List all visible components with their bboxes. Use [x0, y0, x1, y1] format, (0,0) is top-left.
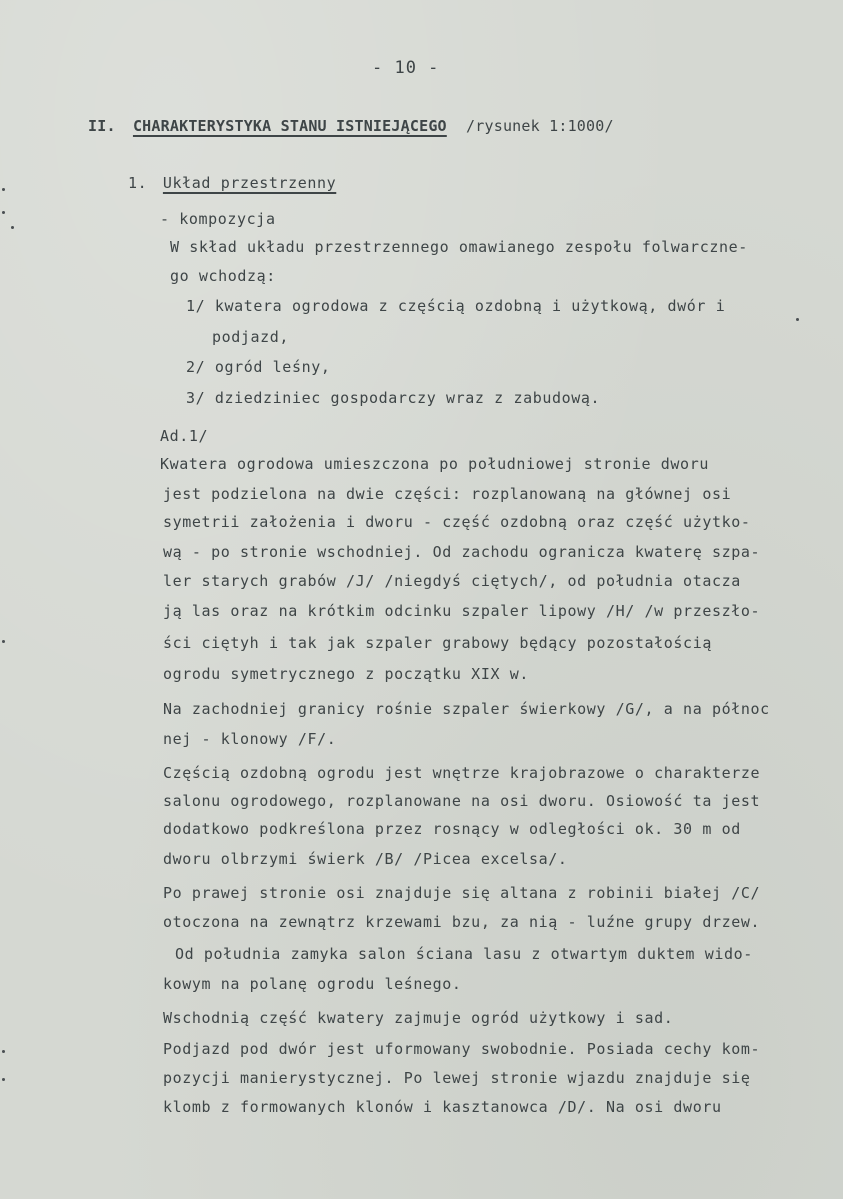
body-line: 1/ kwatera ogrodowa z częścią ozdobną i użytkową, dwór i: [186, 297, 726, 315]
body-line: Na zachodniej granicy rośnie szpaler świerkowy /G/, a na północ: [163, 700, 770, 718]
body-line: Podjazd pod dwór jest uformowany swobodnie. Posiada cechy kom-: [163, 1040, 761, 1058]
body-line: dworu olbrzymi świerk /B/ /Picea excelsa/.: [163, 850, 568, 868]
section-heading: [88, 117, 614, 135]
subsection-title: Układ przestrzenny: [162, 174, 337, 192]
body-line: Od południa zamyka salon ściana lasu z otwartym duktem wido-: [175, 945, 753, 963]
page-number: - 10 -: [372, 58, 440, 78]
body-line: ler starych grabów /J/ /niegdyś ciętych/, od południa otacza: [163, 572, 741, 590]
section-number: II.: [88, 117, 116, 135]
body-line: symetrii założenia i dworu - część ozdobną oraz część użytko-: [163, 513, 751, 531]
margin-dot: [796, 318, 799, 321]
body-line: Częścią ozdobną ogrodu jest wnętrze krajobrazowe o charakterze: [163, 764, 761, 782]
body-line: salonu ogrodowego, rozplanowane na osi dworu. Osiowość ta jest: [163, 792, 761, 810]
margin-dot: [2, 211, 5, 214]
body-line: podjazd,: [212, 328, 290, 346]
body-line: Kwatera ogrodowa umieszczona po południowej stronie dworu: [160, 455, 709, 473]
body-line: nej - klonowy /F/.: [163, 730, 337, 748]
body-line: 3/ dziedziniec gospodarczy wraz z zabudową.: [186, 389, 601, 407]
body-line: klomb z formowanych klonów i kasztanowca /D/. Na osi dworu: [163, 1098, 722, 1116]
body-line: W skład układu przestrzennego omawianego zespołu folwarczne-: [170, 238, 748, 256]
margin-dot: [2, 640, 5, 643]
section-note: /rysunek 1:1000/: [466, 117, 614, 135]
body-line: ją las oraz na krótkim odcinku szpaler lipowy /H/ /w przeszło-: [163, 602, 761, 620]
body-line: dodatkowo podkreślona przez rosnący w odległości ok. 30 m od: [163, 820, 741, 838]
margin-dot: [2, 1078, 5, 1081]
body-line: ści ciętyh i tak jak szpaler grabowy będący pozostałością: [163, 634, 712, 652]
body-line: ogrodu symetrycznego z początku XIX w.: [163, 665, 529, 683]
body-line: 2/ ogród leśny,: [186, 358, 331, 376]
margin-dot: [11, 226, 14, 229]
margin-dot: [2, 188, 5, 191]
body-line: Ad.1/: [160, 427, 209, 445]
subsection-heading: [128, 174, 336, 192]
body-line: pozycji manierystycznej. Po lewej stronie wjazdu znajduje się: [163, 1069, 751, 1087]
subsection-number: 1.: [128, 174, 148, 192]
body-line: go wchodzą:: [170, 267, 276, 285]
section-title: CHARAKTERYSTYKA STANU ISTNIEJĄCEGO: [132, 117, 447, 135]
body-line: jest podzielona na dwie części: rozplanowaną na głównej osi: [163, 485, 732, 503]
body-line: wą - po stronie wschodniej. Od zachodu ogranicza kwaterę szpa-: [163, 543, 761, 561]
body-line: otoczona na zewnątrz krzewami bzu, za nią - luźne grupy drzew.: [163, 913, 761, 931]
body-line: Po prawej stronie osi znajduje się altana z robinii białej /C/: [163, 884, 761, 902]
body-line: - kompozycja: [160, 210, 276, 228]
body-line: Wschodnią część kwatery zajmuje ogród użytkowy i sad.: [163, 1009, 674, 1027]
body-line: kowym na polanę ogrodu leśnego.: [163, 975, 462, 993]
margin-dot: [2, 1050, 5, 1053]
